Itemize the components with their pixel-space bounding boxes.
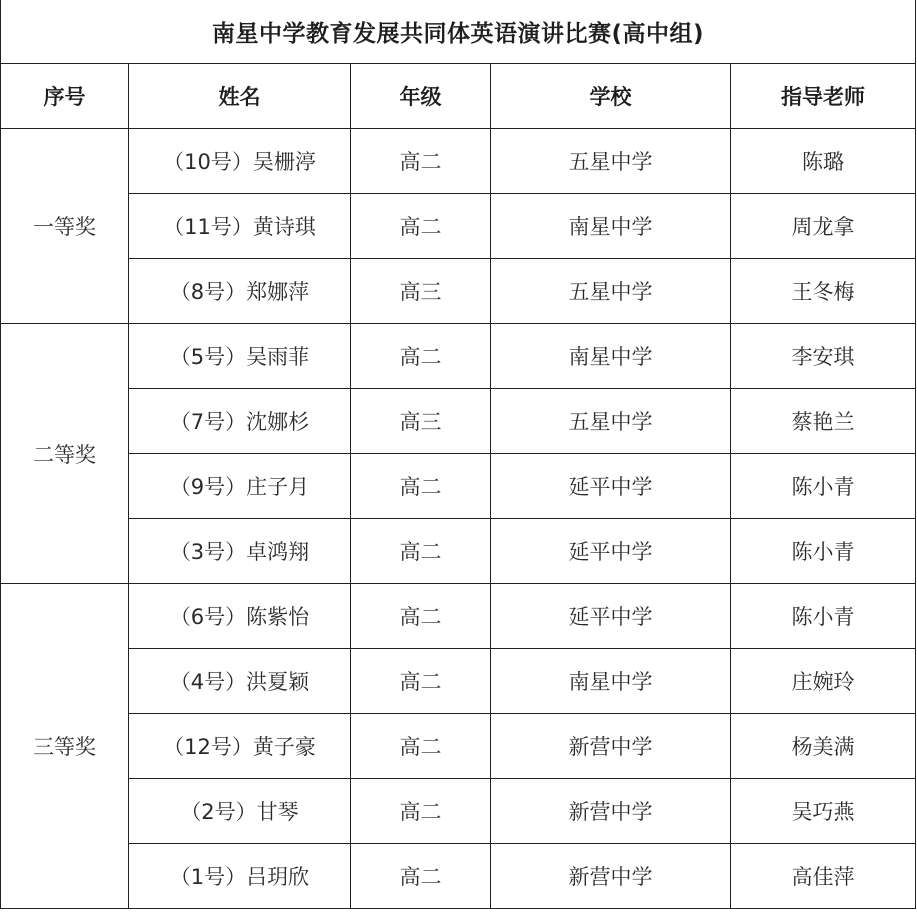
header-rank: 序号 xyxy=(1,64,129,129)
award-level-first: 一等奖 xyxy=(1,129,129,324)
student-school: 五星中学 xyxy=(491,389,731,454)
table-row xyxy=(1,844,916,909)
header-school: 学校 xyxy=(491,64,731,129)
student-school: 南星中学 xyxy=(491,324,731,389)
student-teacher: 陈小青 xyxy=(731,584,916,649)
student-teacher: 蔡艳兰 xyxy=(731,389,916,454)
student-teacher: 高佳萍 xyxy=(731,844,916,909)
award-level-second: 二等奖 xyxy=(1,324,129,584)
student-grade: 高二 xyxy=(351,194,491,259)
student-school: 南星中学 xyxy=(491,649,731,714)
student-name: （8号）郑娜萍 xyxy=(129,259,351,324)
student-teacher: 陈小青 xyxy=(731,454,916,519)
student-grade: 高二 xyxy=(351,649,491,714)
student-grade: 高二 xyxy=(351,844,491,909)
table-row xyxy=(1,584,916,649)
student-school: 五星中学 xyxy=(491,129,731,194)
header-grade: 年级 xyxy=(351,64,491,129)
student-grade: 高二 xyxy=(351,454,491,519)
table-row xyxy=(1,194,916,259)
student-name: （11号）黄诗琪 xyxy=(129,194,351,259)
table-row xyxy=(1,389,916,454)
header-row xyxy=(1,64,916,129)
student-school: 延平中学 xyxy=(491,454,731,519)
student-teacher: 王冬梅 xyxy=(731,259,916,324)
student-grade: 高二 xyxy=(351,779,491,844)
student-name: （2号）甘琴 xyxy=(129,779,351,844)
student-name: （9号）庄子月 xyxy=(129,454,351,519)
student-grade: 高三 xyxy=(351,389,491,454)
student-school: 延平中学 xyxy=(491,519,731,584)
student-school: 五星中学 xyxy=(491,259,731,324)
table-row xyxy=(1,519,916,584)
student-grade: 高二 xyxy=(351,714,491,779)
student-teacher: 李安琪 xyxy=(731,324,916,389)
student-name: （1号）吕玥欣 xyxy=(129,844,351,909)
table-row xyxy=(1,324,916,389)
header-teacher: 指导老师 xyxy=(731,64,916,129)
student-school: 新营中学 xyxy=(491,714,731,779)
student-school: 延平中学 xyxy=(491,584,731,649)
student-name: （10号）吴栅渟 xyxy=(129,129,351,194)
student-name: （4号）洪夏颖 xyxy=(129,649,351,714)
header-name: 姓名 xyxy=(129,64,351,129)
award-table-body xyxy=(1,129,916,909)
student-name: （6号）陈紫怡 xyxy=(129,584,351,649)
student-grade: 高二 xyxy=(351,519,491,584)
student-grade: 高二 xyxy=(351,324,491,389)
table-row xyxy=(1,714,916,779)
student-name: （3号）卓鸿翔 xyxy=(129,519,351,584)
student-school: 南星中学 xyxy=(491,194,731,259)
table-row xyxy=(1,454,916,519)
student-teacher: 陈璐 xyxy=(731,129,916,194)
table-row xyxy=(1,259,916,324)
table-row xyxy=(1,649,916,714)
title-row xyxy=(1,0,916,64)
student-school: 新营中学 xyxy=(491,779,731,844)
table-title: 南星中学教育发展共同体英语演讲比赛(高中组) xyxy=(1,0,916,64)
student-teacher: 陈小青 xyxy=(731,519,916,584)
student-grade: 高二 xyxy=(351,129,491,194)
student-name: （5号）吴雨菲 xyxy=(129,324,351,389)
student-teacher: 吴巧燕 xyxy=(731,779,916,844)
student-grade: 高三 xyxy=(351,259,491,324)
table-row xyxy=(1,129,916,194)
student-school: 新营中学 xyxy=(491,844,731,909)
student-teacher: 杨美满 xyxy=(731,714,916,779)
award-level-third: 三等奖 xyxy=(1,584,129,909)
table-row xyxy=(1,779,916,844)
student-grade: 高二 xyxy=(351,584,491,649)
student-teacher: 庄婉玲 xyxy=(731,649,916,714)
student-name: （12号）黄子豪 xyxy=(129,714,351,779)
student-teacher: 周龙拿 xyxy=(731,194,916,259)
student-name: （7号）沈娜杉 xyxy=(129,389,351,454)
